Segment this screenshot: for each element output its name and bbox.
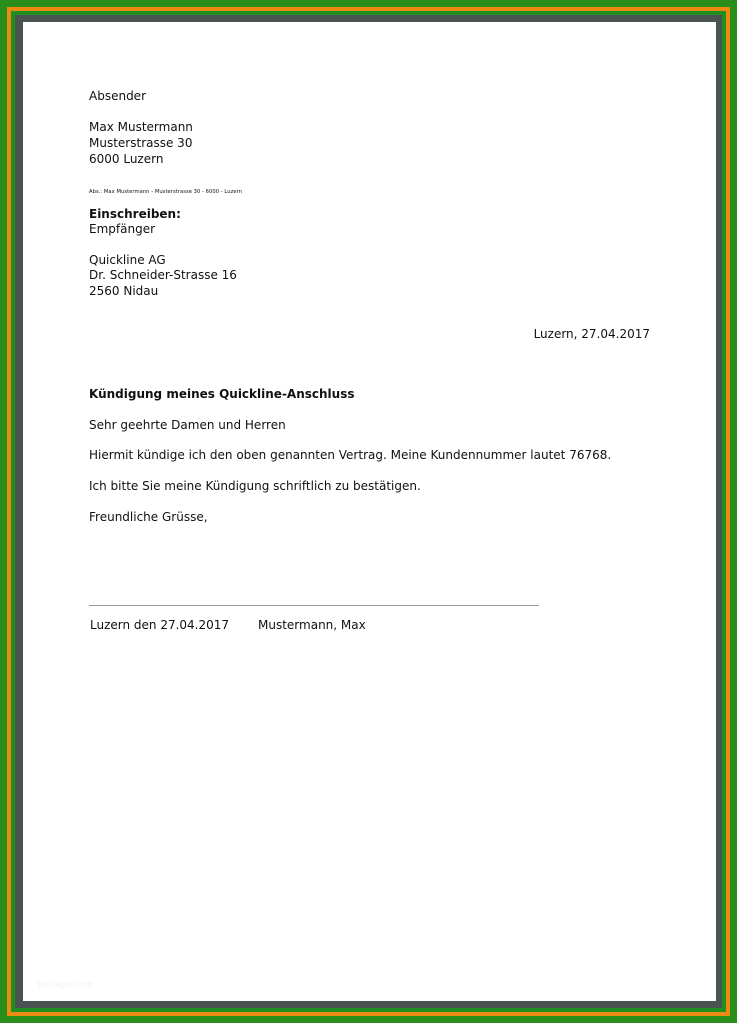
return-address-line: Abs.: Max Mustermann - Musterstrasse 30 - 6000 - Luzern <box>89 189 243 195</box>
letter-subject: Kündigung meines Quickline-Anschluss <box>89 387 355 401</box>
salutation: Sehr geehrte Damen und Herren <box>89 418 286 432</box>
body-paragraph-1: Hiermit kündige ich den oben genannten Vertrag. Meine Kundennummer lautet 76768. <box>89 448 612 462</box>
sender-name: Max Mustermann <box>89 120 193 134</box>
signature-name: Mustermann, Max <box>258 618 366 632</box>
recipient-city: 2560 Nidau <box>89 284 159 298</box>
recipient-heading: Empfänger <box>89 222 156 236</box>
recipient-street: Dr. Schneider-Strasse 16 <box>89 268 237 282</box>
sender-street: Musterstrasse 30 <box>89 136 193 150</box>
signature-line <box>89 605 539 606</box>
body-paragraph-2: Ich bitte Sie meine Kündigung schriftlich zu bestätigen. <box>89 479 421 493</box>
registered-mail-label: Einschreiben: <box>89 207 181 221</box>
date-line: Luzern, 27.04.2017 <box>533 327 650 341</box>
closing: Freundliche Grüsse, <box>89 510 208 524</box>
sender-heading: Absender <box>89 89 146 103</box>
watermark: Vorlage.com <box>37 980 94 990</box>
sender-city: 6000 Luzern <box>89 152 164 166</box>
signature-place-date: Luzern den 27.04.2017 <box>90 618 230 632</box>
letter-page <box>23 22 716 1001</box>
recipient-company: Quickline AG <box>89 253 166 267</box>
